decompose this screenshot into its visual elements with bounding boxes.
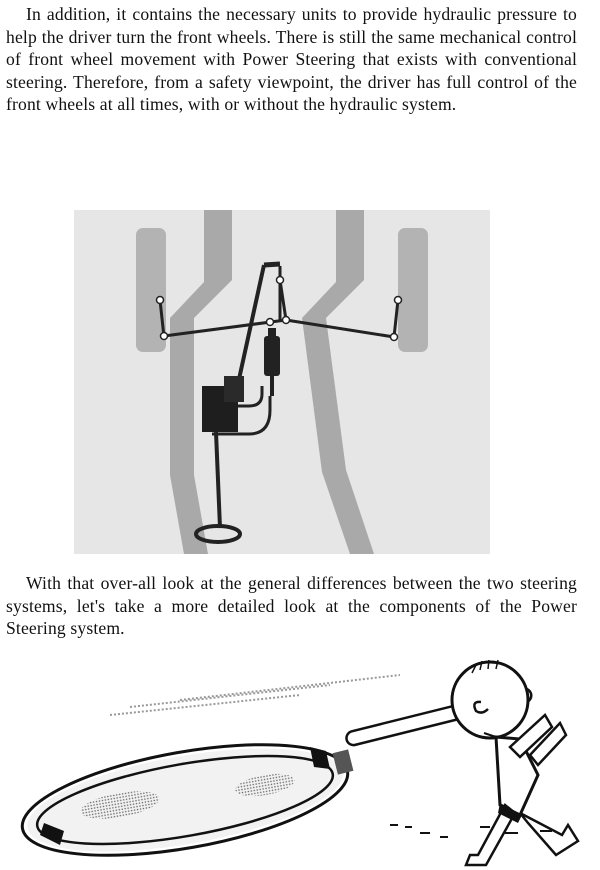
- character-leg-right: [520, 813, 578, 855]
- power-steering-diagram: [74, 210, 490, 554]
- character-head: [452, 662, 528, 738]
- ground-marks: [390, 825, 552, 837]
- right-front-wheel: [398, 228, 428, 352]
- paragraph-intro: In addition, it contains the necessary units to provide hydraulic pressure to help the driver turn the front wheels. There is still the same mechanical control of front wheel movement with Power Steering that exists with conventional steering. Therefore, from a safety viewpoint, the driver has full control of the front wheels at all times, with or without the hydraulic system.: [6, 4, 577, 115]
- motion-lines: [110, 675, 400, 715]
- power-cylinder: [264, 336, 280, 376]
- cartoon-magnifying-glass: [0, 655, 600, 870]
- paragraph-outro: With that over-all look at the general differences between the two steering systems, let's take a more detailed look at the components of the Power Steering system.: [6, 573, 577, 639]
- pitman-arm: [264, 264, 280, 265]
